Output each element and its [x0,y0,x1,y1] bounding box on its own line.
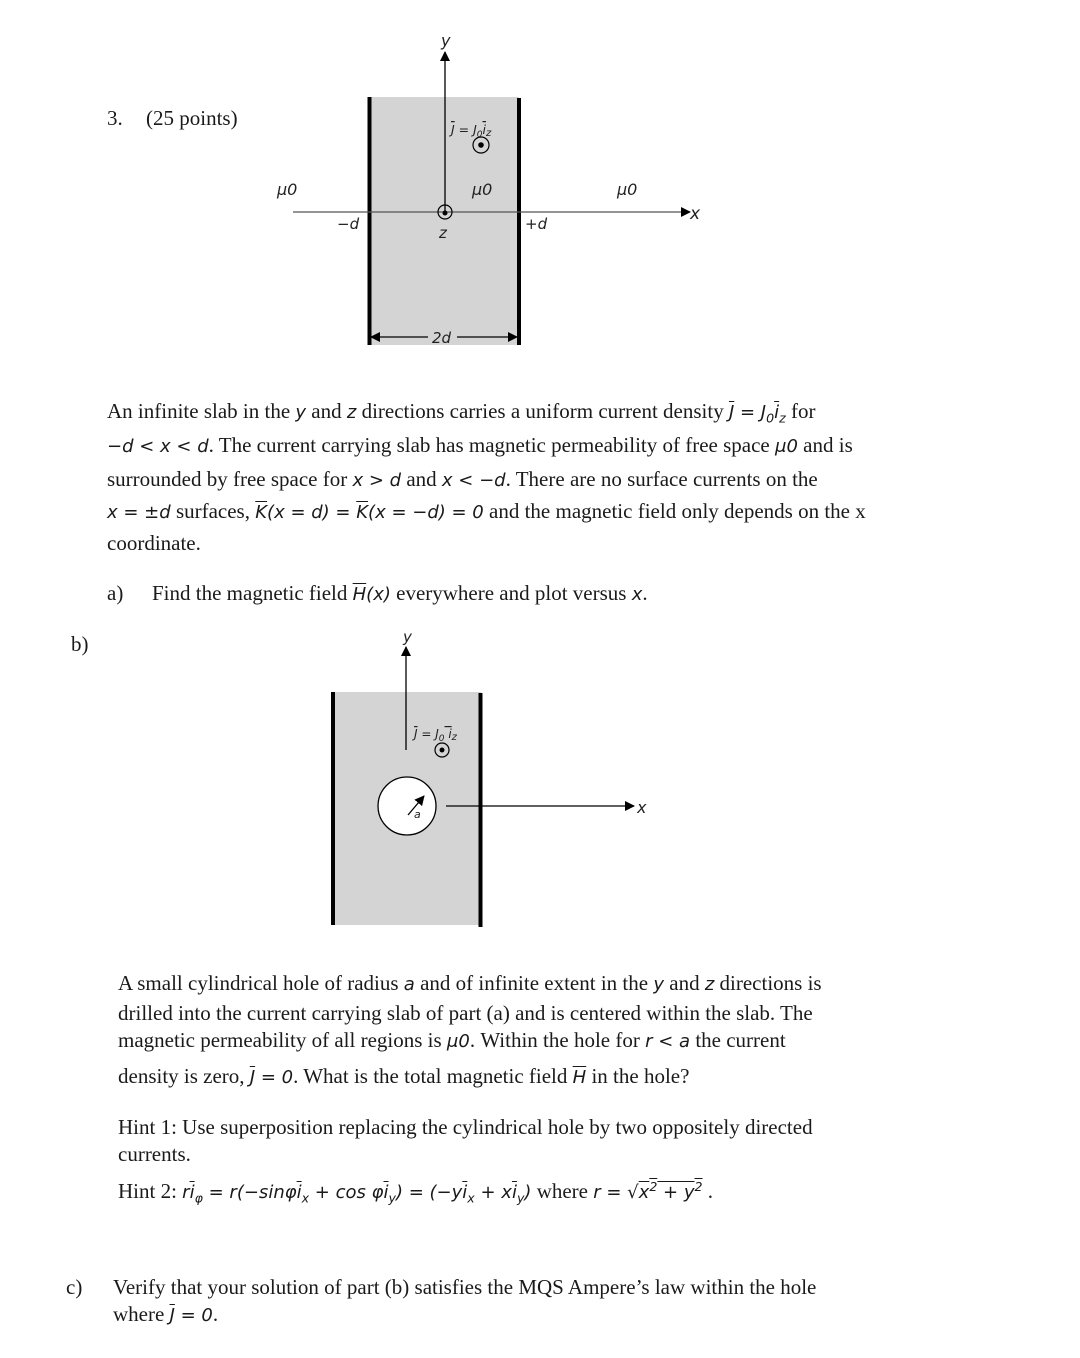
hint-1: Hint 1: Use superposition replacing the cylindrical hole by two oppositely directed currents. [118,1115,813,1166]
plus-d-label: +d [525,215,548,233]
current-density-label: $J = J_0$ iz [414,727,457,744]
problem-points: (25 points) [146,106,238,130]
current-density-label: $J = J_0iz$ [451,122,492,140]
mu-right-label: μ0 [617,180,638,199]
slab-with-hole-diagram [0,600,1080,940]
z-label: z [439,224,447,242]
width-2d-label: 2d [432,329,452,347]
slab-region [369,97,519,345]
x-axis-label: x [637,798,647,817]
cylindrical-hole [378,777,436,835]
hint-2: Hint 2: $r\overline{i}_\varphi = r(-\sin\varphi\overline{i}_x + \cos \varphi\overline{i}_y) = (-y\overline{i}_x + x\overline{i}_y)$ where $r = √x^2 + y^2$ . [118,1179,714,1206]
slab-diagram [0,0,1080,360]
y-axis-label: y [403,628,412,646]
mu-left-label: μ0 [277,180,298,199]
part-c-question: Verify that your solution of part (b) satisfies the MQS Ampere’s law within the hole where $\overline{J} = 0$. [113,1275,817,1326]
part-b-paragraph: A small cylindrical hole of radius a and of infinite extent in the y and z directions is drilled into the current carrying slab of part (a) and is centered within the slab. The magnetic permeability of all regions is μ0. Within the hole for r < a the current density is zero, $\overline{J} = 0$. What is the total magnetic field $\overline{H}$ in the hole? [118,971,822,1088]
x-axis-label: x [690,204,701,224]
part-b-label: b) [71,632,89,656]
part-c-label: c) [66,1275,83,1299]
part-a-question: Find the magnetic field $\overline{H}(x)$ everywhere and plot versus x. [152,581,648,605]
y-axis-label: y [441,31,451,50]
minus-d-label: −d [337,215,360,233]
radius-label: a [414,808,421,821]
part-a-label: a) [107,581,124,605]
problem-number: 3. [107,106,123,130]
intro-paragraph: An infinite slab in the y and z directions carries a uniform current density $\overline{J} = J_0\overline{i}_z$ for −d < x < d. The current carrying slab has magnetic permeability of free space μ0 and is surrounded by free space for x > d and x < −d. There are no surface currents on the x = ±d surfaces, $\overline{K}(x = d) = \overline{K}(x = -d) = 0$ and the magnetic field only depends on the x coordinate. [107,399,866,555]
mu-center-label: μ0 [472,180,493,199]
